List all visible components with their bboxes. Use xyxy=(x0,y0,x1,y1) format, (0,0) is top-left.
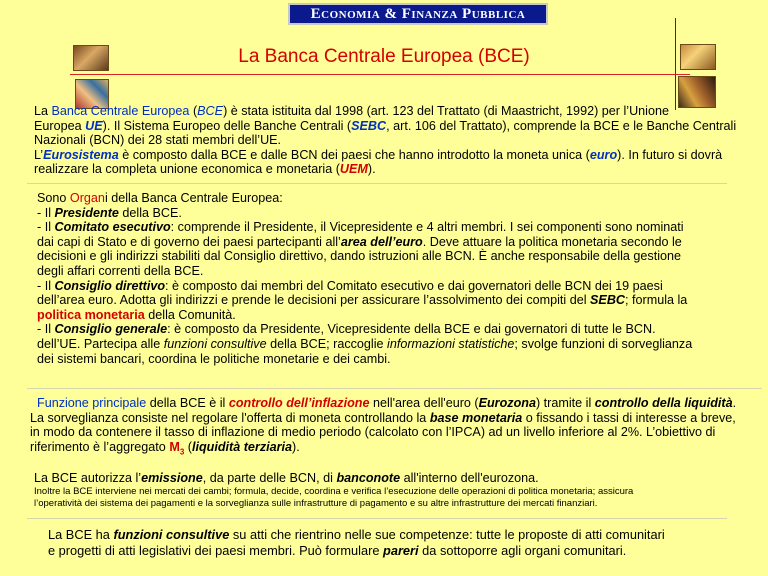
organs-paragraph: Sono Organi della Banca Centrale Europea: - Il Presidente della BCE. - Il Comitato esecutivo: comprende il Presidente, il Vicepresidente e 4 altri membri. I sei componenti sono nominati dai capi di Stato e di governo dei paesi partecipanti all’area dell’euro. Deve attuare la politica monetaria secondo le decisioni e gli indirizzi stabiliti dal Consiglio direttivo, dando istruzioni alle BCN. È anche responsabile della gestione degli affari correnti della BCE. - Il Consiglio direttivo: è composto dai membri del Comitato esecutivo e dai governatori delle BCN dei 19 paesi dell’area euro. Adotta gli indirizzi e prende le decisioni per assicurare l’assolvimento dei compiti del SEBC; formula la politica monetaria della Comunità. - Il Consiglio generale: è composto da Presidente, Vicepresidente della BCE e dai governatori di tutte le BCN. dell’UE. Partecipa alle funzioni consultive della BCE; raccoglie informazioni statistiche; svolge funzioni di sorveglianza dei sistemi bancari, coordina le politiche monetarie e dei cambi. xyxy=(37,191,693,366)
interventions-paragraph: Inoltre la BCE interviene nei mercati dei cambi; formula, decide, coordina e verifica l’esecuzione delle operazioni di politica monetaria; assicura l’operatività dei sistema dei pagamenti e la sorveglianza sulle infrastrutture di pagamento e su altre infrastrutture dei mercati finanziari. xyxy=(34,486,634,509)
divider xyxy=(27,518,727,519)
header-banner: Economia & Finanza Pubblica xyxy=(288,3,548,25)
function-paragraph: Funzione principale della BCE è il controllo dell’inflazione nell'area dell'euro (Eurozona) tramite il controllo della liquidità. La sorveglianza consiste nel regolare l'offerta di moneta controllando la base monetaria o fissando i tassi di interesse a breve, in modo da contenere il tasso di inflazione di medio periodo (calcolato con l’IPCA) ad un livello inferiore al 2%. L’obiettivo di riferimento è l’aggregato $M_3$ (liquidità terziaria). xyxy=(30,396,737,457)
intro-paragraph: La Banca Centrale Europea (BCE) è stata istituita dal 1998 (art. 123 del Trattato (di Maastricht, 1992) per l’Unione Europea UE). Il Sistema Europeo delle Banche Centrali (SEBC, art. 106 del Trattato), comprende la BCE e le Banche Centrali Nazionali (BCN) dei 28 stati membri dell’UE. L’Eurosistema è composto dalla BCE e dalle BCN dei paesi che hanno introdotto la moneta unica (euro). In futuro si dovrà realizzare la completa unione economica e monetaria (UEM). xyxy=(34,104,737,177)
divider xyxy=(27,388,762,389)
issuance-paragraph: La BCE autorizza l’emissione, da parte delle BCN, di banconote all'interno dell'eurozona. xyxy=(34,471,539,485)
consultive-paragraph: La BCE ha funzioni consultive su atti che rientrino nelle sue competenze: tutte le proposte di atti comunitari e progetti di atti legislativi dei paesi membri. Può formulare pareri da sottoporre agli organi comunitari. xyxy=(48,527,665,558)
divider xyxy=(27,183,727,184)
title-underline xyxy=(70,74,690,75)
page-title: La Banca Centrale Europea (BCE) xyxy=(238,46,530,67)
